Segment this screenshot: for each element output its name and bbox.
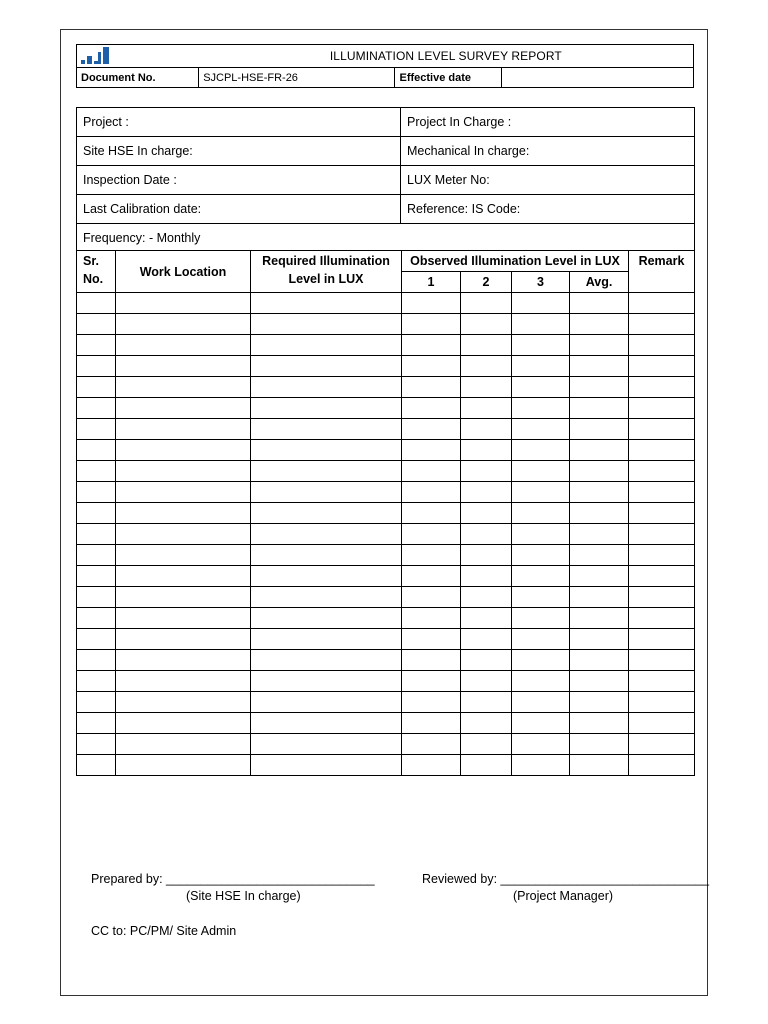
cell-required-lux[interactable] [251, 356, 402, 377]
cell-observed-2[interactable] [461, 356, 512, 377]
table-row [77, 356, 695, 377]
cell-observed-2[interactable] [461, 608, 512, 629]
cell-observed-3[interactable] [512, 671, 570, 692]
cell-remark[interactable] [629, 461, 695, 482]
cell-observed-1[interactable] [402, 545, 461, 566]
cell-observed-avg[interactable] [570, 293, 629, 314]
table-row [77, 314, 695, 335]
table-row [77, 713, 695, 734]
cell-observed-2[interactable] [461, 671, 512, 692]
cell-observed-3[interactable] [512, 461, 570, 482]
cell-observed-3[interactable] [512, 608, 570, 629]
cell-observed-3[interactable] [512, 713, 570, 734]
cell-observed-avg[interactable] [570, 671, 629, 692]
cell-observed-1[interactable] [402, 734, 461, 755]
document-header [76, 44, 694, 88]
cell-required-lux[interactable] [251, 440, 402, 461]
cell-observed-3[interactable] [512, 692, 570, 713]
mechanical-field[interactable]: Mechanical In charge: [401, 137, 695, 166]
cell-observed-3[interactable] [512, 629, 570, 650]
cell-sr-no[interactable] [77, 587, 116, 608]
cell-required-lux[interactable] [251, 545, 402, 566]
site-hse-field[interactable]: Site HSE In charge: [77, 137, 401, 166]
cell-observed-2[interactable] [461, 377, 512, 398]
table-row [77, 587, 695, 608]
table-row [77, 335, 695, 356]
form-title: ILLUMINATION LEVEL SURVEY REPORT [199, 45, 694, 68]
col-remark: Remark [629, 251, 695, 293]
col-observed-avg: Avg. [570, 272, 629, 293]
frequency-field: Frequency: - Monthly [77, 224, 695, 252]
cell-required-lux[interactable] [251, 314, 402, 335]
cell-observed-avg[interactable] [570, 356, 629, 377]
cell-sr-no[interactable] [77, 608, 116, 629]
col-required-illumination: Required Illumination Level in LUX [251, 251, 402, 293]
project-field[interactable]: Project : [77, 108, 401, 137]
table-row [77, 524, 695, 545]
cell-observed-1[interactable] [402, 503, 461, 524]
cell-required-lux[interactable] [251, 629, 402, 650]
cell-observed-2[interactable] [461, 713, 512, 734]
cell-observed-2[interactable] [461, 524, 512, 545]
cell-observed-avg[interactable] [570, 482, 629, 503]
prepared-by-role: (Site HSE In charge) [186, 889, 301, 903]
cell-observed-1[interactable] [402, 587, 461, 608]
cell-sr-no[interactable] [77, 314, 116, 335]
cell-work-location[interactable] [116, 734, 251, 755]
cell-remark[interactable] [629, 293, 695, 314]
col-observed-3: 3 [512, 272, 570, 293]
cell-sr-no[interactable] [77, 755, 116, 776]
cell-observed-avg[interactable] [570, 692, 629, 713]
cell-work-location[interactable] [116, 629, 251, 650]
cell-sr-no[interactable] [77, 650, 116, 671]
cell-observed-3[interactable] [512, 356, 570, 377]
cell-observed-avg[interactable] [570, 587, 629, 608]
cell-observed-avg[interactable] [570, 608, 629, 629]
reviewed-by-role: (Project Manager) [513, 889, 614, 903]
cell-observed-2[interactable] [461, 566, 512, 587]
cell-observed-1[interactable] [402, 650, 461, 671]
cell-required-lux[interactable] [251, 755, 402, 776]
cell-sr-no[interactable] [77, 629, 116, 650]
cell-observed-1[interactable] [402, 524, 461, 545]
table-row [77, 734, 695, 755]
prepared-by-line[interactable]: Prepared by: ______________________________ [91, 872, 375, 886]
table-row [77, 692, 695, 713]
cell-work-location[interactable] [116, 356, 251, 377]
reviewed-by-line[interactable]: Reviewed by: ______________________________ [422, 872, 710, 886]
cell-remark[interactable] [629, 608, 695, 629]
cell-observed-3[interactable] [512, 377, 570, 398]
cell-observed-avg[interactable] [570, 650, 629, 671]
cell-work-location[interactable] [116, 713, 251, 734]
cell-observed-2[interactable] [461, 440, 512, 461]
cell-observed-2[interactable] [461, 650, 512, 671]
cell-work-location[interactable] [116, 482, 251, 503]
cell-observed-3[interactable] [512, 419, 570, 440]
cell-work-location[interactable] [116, 755, 251, 776]
cell-work-location[interactable] [116, 545, 251, 566]
cell-required-lux[interactable] [251, 671, 402, 692]
cell-sr-no[interactable] [77, 482, 116, 503]
cell-sr-no[interactable] [77, 524, 116, 545]
cell-observed-2[interactable] [461, 461, 512, 482]
cell-work-location[interactable] [116, 503, 251, 524]
lux-meter-field[interactable]: LUX Meter No: [401, 166, 695, 195]
cell-observed-3[interactable] [512, 335, 570, 356]
cell-sr-no[interactable] [77, 293, 116, 314]
cell-work-location[interactable] [116, 524, 251, 545]
cell-required-lux[interactable] [251, 713, 402, 734]
last-calibration-field[interactable]: Last Calibration date: [77, 195, 401, 224]
doc-no-label: Document No. [77, 68, 199, 88]
cell-observed-2[interactable] [461, 482, 512, 503]
cell-work-location[interactable] [116, 440, 251, 461]
cell-required-lux[interactable] [251, 398, 402, 419]
cell-remark[interactable] [629, 734, 695, 755]
cell-observed-3[interactable] [512, 293, 570, 314]
cell-observed-avg[interactable] [570, 440, 629, 461]
cell-observed-3[interactable] [512, 440, 570, 461]
project-in-charge-field[interactable]: Project In Charge : [401, 108, 695, 137]
cell-required-lux[interactable] [251, 293, 402, 314]
table-row [77, 482, 695, 503]
cell-work-location[interactable] [116, 335, 251, 356]
cell-remark[interactable] [629, 356, 695, 377]
cell-observed-3[interactable] [512, 503, 570, 524]
table-row [77, 503, 695, 524]
cell-observed-2[interactable] [461, 587, 512, 608]
cell-observed-1[interactable] [402, 440, 461, 461]
cell-remark[interactable] [629, 545, 695, 566]
table-row [77, 650, 695, 671]
cell-sr-no[interactable] [77, 566, 116, 587]
cell-observed-1[interactable] [402, 398, 461, 419]
cell-sr-no[interactable] [77, 713, 116, 734]
cell-work-location[interactable] [116, 671, 251, 692]
cell-required-lux[interactable] [251, 335, 402, 356]
cell-required-lux[interactable] [251, 650, 402, 671]
cell-work-location[interactable] [116, 587, 251, 608]
cell-observed-avg[interactable] [570, 755, 629, 776]
cell-remark[interactable] [629, 566, 695, 587]
logo-cell [77, 45, 199, 68]
cc-line: CC to: PC/PM/ Site Admin [91, 924, 237, 938]
cell-work-location[interactable] [116, 650, 251, 671]
col-observed-illumination: Observed Illumination Level in LUX [402, 251, 629, 272]
cell-observed-1[interactable] [402, 629, 461, 650]
cell-observed-avg[interactable] [570, 419, 629, 440]
cell-observed-avg[interactable] [570, 461, 629, 482]
cell-observed-avg[interactable] [570, 545, 629, 566]
cell-remark[interactable] [629, 524, 695, 545]
cell-work-location[interactable] [116, 692, 251, 713]
survey-table [76, 250, 695, 776]
cell-observed-3[interactable] [512, 398, 570, 419]
effective-date-field[interactable] [501, 68, 693, 88]
cell-observed-1[interactable] [402, 335, 461, 356]
cell-observed-avg[interactable] [570, 377, 629, 398]
cell-observed-1[interactable] [402, 692, 461, 713]
col-sr-no: Sr. No. [77, 251, 116, 293]
cell-observed-1[interactable] [402, 755, 461, 776]
cell-observed-2[interactable] [461, 335, 512, 356]
cell-work-location[interactable] [116, 608, 251, 629]
cell-remark[interactable] [629, 587, 695, 608]
cell-remark[interactable] [629, 335, 695, 356]
cell-observed-1[interactable] [402, 293, 461, 314]
cell-observed-avg[interactable] [570, 734, 629, 755]
cell-sr-no[interactable] [77, 692, 116, 713]
cell-sr-no[interactable] [77, 419, 116, 440]
cell-required-lux[interactable] [251, 419, 402, 440]
project-info [76, 107, 695, 252]
cell-observed-2[interactable] [461, 545, 512, 566]
cell-required-lux[interactable] [251, 377, 402, 398]
table-row [77, 398, 695, 419]
cell-observed-2[interactable] [461, 314, 512, 335]
cell-work-location[interactable] [116, 314, 251, 335]
cell-observed-avg[interactable] [570, 314, 629, 335]
cell-observed-1[interactable] [402, 377, 461, 398]
cell-remark[interactable] [629, 440, 695, 461]
cell-sr-no[interactable] [77, 734, 116, 755]
cell-remark[interactable] [629, 377, 695, 398]
table-row [77, 440, 695, 461]
cell-required-lux[interactable] [251, 461, 402, 482]
cell-remark[interactable] [629, 692, 695, 713]
table-row [77, 461, 695, 482]
cell-remark[interactable] [629, 671, 695, 692]
doc-no-value: SJCPL-HSE-FR-26 [199, 68, 395, 88]
col-observed-2: 2 [461, 272, 512, 293]
survey-table-body [77, 293, 695, 776]
cell-observed-3[interactable] [512, 650, 570, 671]
col-work-location: Work Location [116, 251, 251, 293]
cell-sr-no[interactable] [77, 335, 116, 356]
cell-observed-2[interactable] [461, 755, 512, 776]
cell-observed-1[interactable] [402, 608, 461, 629]
cell-observed-2[interactable] [461, 398, 512, 419]
cell-observed-3[interactable] [512, 524, 570, 545]
cell-observed-avg[interactable] [570, 335, 629, 356]
cell-observed-3[interactable] [512, 587, 570, 608]
cell-required-lux[interactable] [251, 566, 402, 587]
effective-date-label: Effective date [395, 68, 501, 88]
cell-sr-no[interactable] [77, 377, 116, 398]
table-row [77, 293, 695, 314]
table-row [77, 629, 695, 650]
cell-observed-avg[interactable] [570, 524, 629, 545]
cell-observed-3[interactable] [512, 314, 570, 335]
table-row [77, 755, 695, 776]
table-row [77, 671, 695, 692]
col-observed-1: 1 [402, 272, 461, 293]
cell-observed-2[interactable] [461, 734, 512, 755]
cell-observed-2[interactable] [461, 503, 512, 524]
cell-required-lux[interactable] [251, 608, 402, 629]
cell-sr-no[interactable] [77, 545, 116, 566]
cell-observed-3[interactable] [512, 482, 570, 503]
cell-remark[interactable] [629, 650, 695, 671]
cell-observed-3[interactable] [512, 566, 570, 587]
cell-sr-no[interactable] [77, 461, 116, 482]
cell-remark[interactable] [629, 398, 695, 419]
cell-required-lux[interactable] [251, 587, 402, 608]
cell-observed-avg[interactable] [570, 713, 629, 734]
cell-required-lux[interactable] [251, 524, 402, 545]
cell-work-location[interactable] [116, 566, 251, 587]
company-logo-icon [81, 47, 111, 65]
cell-remark[interactable] [629, 755, 695, 776]
cell-observed-1[interactable] [402, 482, 461, 503]
cell-observed-2[interactable] [461, 293, 512, 314]
cell-required-lux[interactable] [251, 692, 402, 713]
cell-remark[interactable] [629, 482, 695, 503]
cell-sr-no[interactable] [77, 440, 116, 461]
cell-observed-avg[interactable] [570, 629, 629, 650]
cell-work-location[interactable] [116, 293, 251, 314]
cell-work-location[interactable] [116, 461, 251, 482]
cell-observed-avg[interactable] [570, 398, 629, 419]
cell-required-lux[interactable] [251, 482, 402, 503]
inspection-date-field[interactable]: Inspection Date : [77, 166, 401, 195]
cell-observed-2[interactable] [461, 692, 512, 713]
cell-remark[interactable] [629, 713, 695, 734]
reference-field[interactable]: Reference: IS Code: [401, 195, 695, 224]
cell-remark[interactable] [629, 503, 695, 524]
table-row [77, 377, 695, 398]
cell-observed-3[interactable] [512, 755, 570, 776]
cell-observed-3[interactable] [512, 734, 570, 755]
cell-remark[interactable] [629, 314, 695, 335]
cell-observed-1[interactable] [402, 671, 461, 692]
cell-observed-2[interactable] [461, 419, 512, 440]
cell-work-location[interactable] [116, 377, 251, 398]
cell-observed-1[interactable] [402, 419, 461, 440]
cell-work-location[interactable] [116, 398, 251, 419]
cell-required-lux[interactable] [251, 503, 402, 524]
table-row [77, 566, 695, 587]
cell-remark[interactable] [629, 629, 695, 650]
cell-observed-1[interactable] [402, 713, 461, 734]
cell-sr-no[interactable] [77, 671, 116, 692]
cell-observed-2[interactable] [461, 629, 512, 650]
cell-required-lux[interactable] [251, 734, 402, 755]
cell-observed-1[interactable] [402, 356, 461, 377]
cell-sr-no[interactable] [77, 356, 116, 377]
table-row [77, 608, 695, 629]
cell-observed-3[interactable] [512, 545, 570, 566]
table-row [77, 545, 695, 566]
cell-observed-avg[interactable] [570, 503, 629, 524]
cell-observed-1[interactable] [402, 314, 461, 335]
cell-work-location[interactable] [116, 419, 251, 440]
cell-observed-1[interactable] [402, 566, 461, 587]
cell-remark[interactable] [629, 419, 695, 440]
cell-observed-avg[interactable] [570, 566, 629, 587]
cell-observed-1[interactable] [402, 461, 461, 482]
cell-sr-no[interactable] [77, 398, 116, 419]
table-row [77, 419, 695, 440]
cell-sr-no[interactable] [77, 503, 116, 524]
